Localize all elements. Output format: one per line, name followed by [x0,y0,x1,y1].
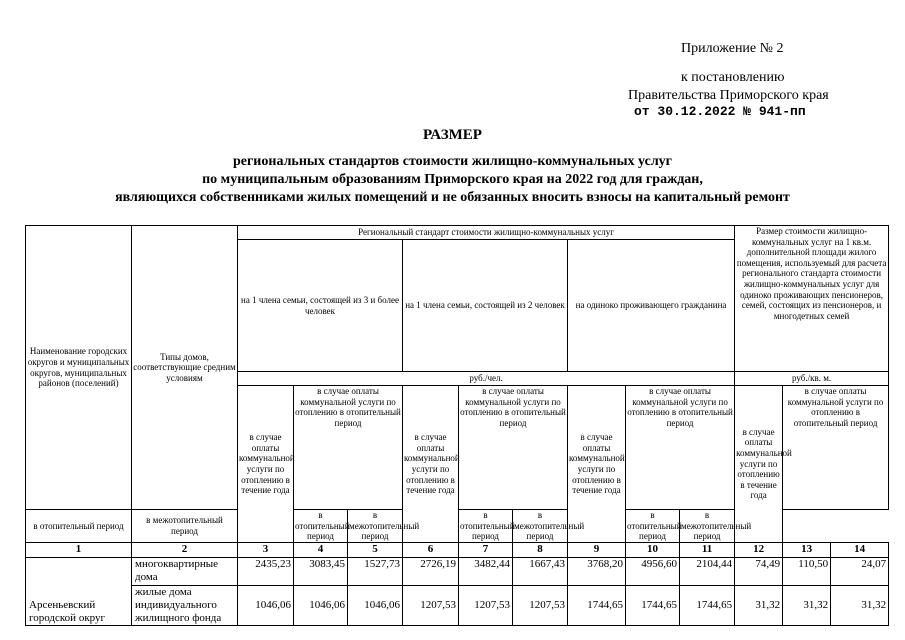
government-label: Правительства Приморского края [628,88,829,103]
heating-3: в отопительный период [460,510,515,542]
case-period-2: в случае оплаты коммунальной услуги по отоплению в отопительный период [459,386,568,510]
resolution-stamp: от 30.12.2022 № 941-пп [634,104,806,119]
col-index: 12 [735,542,783,557]
unit-per-person: руб./чел. [238,372,735,386]
interheating-2: в межотопительный период [349,510,420,542]
municipality-name: Арсеньевский городской округ [26,557,132,625]
col-index: 6 [403,542,459,557]
value-cell: 31,32 [735,585,783,625]
standards-table [25,225,889,626]
header-group-single: на одиноко проживающего гражданина [568,240,735,372]
title-line-1: региональных стандартов стоимости жилищно-коммунальных услуг [232,154,673,169]
value-cell: 1207,53 [403,585,459,625]
heating-2: в отопительный период [295,510,350,542]
unit-per-sqm: руб./кв. м. [735,372,889,386]
value-cell: 24,07 [831,557,889,585]
col-index: 8 [513,542,568,557]
column-number-row [26,542,889,557]
value-cell: 2435,23 [238,557,294,585]
heating-4: в отопительный период [627,510,682,542]
header-group-2: на 1 члена семьи, состоящей из 2 человек [403,240,568,372]
house-type: жилые дома индивидуального жилищного фонда [132,585,238,625]
value-cell: 3768,20 [568,557,626,585]
interheating-4: в межотопительный период [681,510,752,542]
case-year-3: в случае оплаты коммунальной услуги по отоплению в течение года [568,386,626,543]
heating-1: в отопительный период [26,510,132,543]
col-index: 5 [348,542,403,557]
case-year-1: в случае оплаты коммунальной услуги по отоплению в течение года [238,386,294,543]
col-index: 2 [132,542,238,557]
col-index: 4 [294,542,348,557]
value-cell: 1527,73 [348,557,403,585]
case-period-4: в случае оплаты коммунальной услуги по отоплению в отопительный период [783,386,889,510]
table-row [26,557,889,585]
value-cell: 1207,53 [459,585,513,625]
value-cell: 1744,65 [626,585,680,625]
title-line-2: по муниципальным образованиям Приморского края на 2022 год для граждан, [202,172,703,187]
value-cell: 4956,60 [626,557,680,585]
house-type: многоквартирные дома [132,557,238,585]
title-line-3: являющихся собственниками жилых помещений и не обязанных вносить взносы на капитальный ремонт [115,190,790,205]
value-cell: 110,50 [783,557,831,585]
col-index: 1 [26,542,132,557]
col-index: 10 [626,542,680,557]
value-cell: 1744,65 [568,585,626,625]
value-cell: 74,49 [735,557,783,585]
interheating-3: в межотопительный период [514,510,585,542]
case-year-2: в случае оплаты коммунальной услуги по отоплению в течение года [403,386,459,543]
case-period-3: в случае оплаты коммунальной услуги по отоплению в отопительный период [626,386,735,510]
value-cell: 1046,06 [294,585,348,625]
value-cell: 1207,53 [513,585,568,625]
table-row [26,585,889,625]
value-cell: 2104,44 [680,557,735,585]
col-index: 3 [238,542,294,557]
value-cell: 1046,06 [238,585,294,625]
document-title: РАЗМЕР [423,127,482,143]
value-cell: 2726,19 [403,557,459,585]
col-index: 9 [568,542,626,557]
interheating-1: в межотопительный период [132,510,238,543]
header-group-3plus: на 1 члена семьи, состоящей из 3 и более человек [238,240,403,372]
value-cell: 3083,45 [294,557,348,585]
col-index: 14 [831,542,889,557]
value-cell: 1667,43 [513,557,568,585]
col-index: 11 [680,542,735,557]
value-cell: 3482,44 [459,557,513,585]
appendix-label: Приложение № 2 [681,41,784,56]
value-cell: 31,32 [831,585,889,625]
value-cell: 31,32 [783,585,831,625]
header-regional-standard: Региональный стандарт стоимости жилищно-коммунальных услуг [238,226,735,240]
col-index: 7 [459,542,513,557]
case-period-1: в случае оплаты коммунальной услуги по отоплению в отопительный период [294,386,403,510]
value-cell: 1744,65 [680,585,735,625]
col-index: 13 [783,542,831,557]
header-house-type: Типы домов, соответствующие средним условиям [132,226,238,510]
case-year-4: в случае оплаты коммунальной услуги по отоплению в течение года [735,386,783,543]
header-municipality: Наименование городских округов и муниципальных округов, муниципальных районов (поселений) [26,226,132,510]
value-cell: 1046,06 [348,585,403,625]
resolution-label: к постановлению [681,70,785,85]
header-extra-area: Размер стоимости жилищно-коммунальных услуг на 1 кв.м. дополнительной площади жилого помещения, используемый для расчета регионального стандарта стоимости жилищно-коммунальных услуг для одиноко проживающих пенсионеров, семей, состоящих из пенсионеров, и многодетных семей [735,226,889,372]
